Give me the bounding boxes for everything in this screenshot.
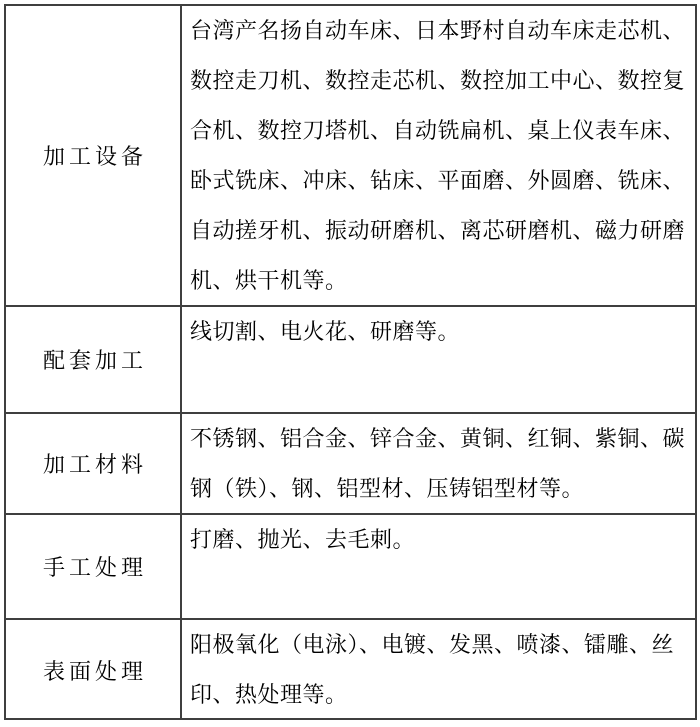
content-line: 线切割、电火花、研磨等。: [190, 319, 461, 344]
content-line: 不锈钢、铝合金、锌合金、黄铜、红铜、紫铜、碳: [190, 426, 686, 451]
content-line: 数控走刀机、数控走芯机、数控加工中心、数控复: [190, 68, 686, 93]
row-label: 配套加工: [42, 348, 147, 373]
row-label-cell: [6, 414, 182, 513]
row-label: 加工材料: [42, 452, 147, 477]
table-row-surface-treatment: [6, 620, 695, 720]
row-content-cell: [182, 307, 695, 412]
content-line: 印、热处理等。: [190, 682, 348, 707]
row-label-cell: [6, 6, 182, 305]
content-line: 自动搓牙机、振动研磨机、离芯研磨机、磁力研磨: [190, 218, 686, 243]
row-label: 手工处理: [42, 555, 147, 580]
content-line: 卧式铣床、冲床、钻床、平面磨、外圆磨、铣床、: [190, 168, 686, 193]
capability-table: [4, 4, 697, 720]
row-content-cell: [182, 6, 695, 305]
content-line: 打磨、抛光、去毛刺。: [190, 527, 416, 552]
table-row-processing-equipment: [6, 6, 695, 307]
content-line: 钢（铁）、钢、铝型材、压铸铝型材等。: [190, 476, 585, 501]
table-row-manual-processing: [6, 515, 695, 620]
content-line: 台湾产名扬自动车床、日本野村自动车床走芯机、: [190, 18, 686, 43]
content-line: 阳极氧化（电泳）、电镀、发黑、喷漆、镭雕、丝: [190, 632, 675, 657]
table-row-supporting-processing: [6, 307, 695, 414]
row-content-cell: [182, 515, 695, 618]
row-label: 表面处理: [42, 658, 147, 684]
content-line: 机、烘干机等。: [190, 268, 348, 293]
row-label: 加工设备: [42, 144, 147, 169]
row-content-cell: [182, 414, 695, 513]
content-line: 合机、数控刀塔机、自动铣扁机、桌上仪表车床、: [190, 118, 686, 143]
row-content-cell: [182, 620, 695, 720]
table-row-processing-materials: [6, 414, 695, 515]
row-label-cell: [6, 515, 182, 618]
row-label-cell: [6, 307, 182, 412]
row-label-cell: [6, 620, 182, 720]
